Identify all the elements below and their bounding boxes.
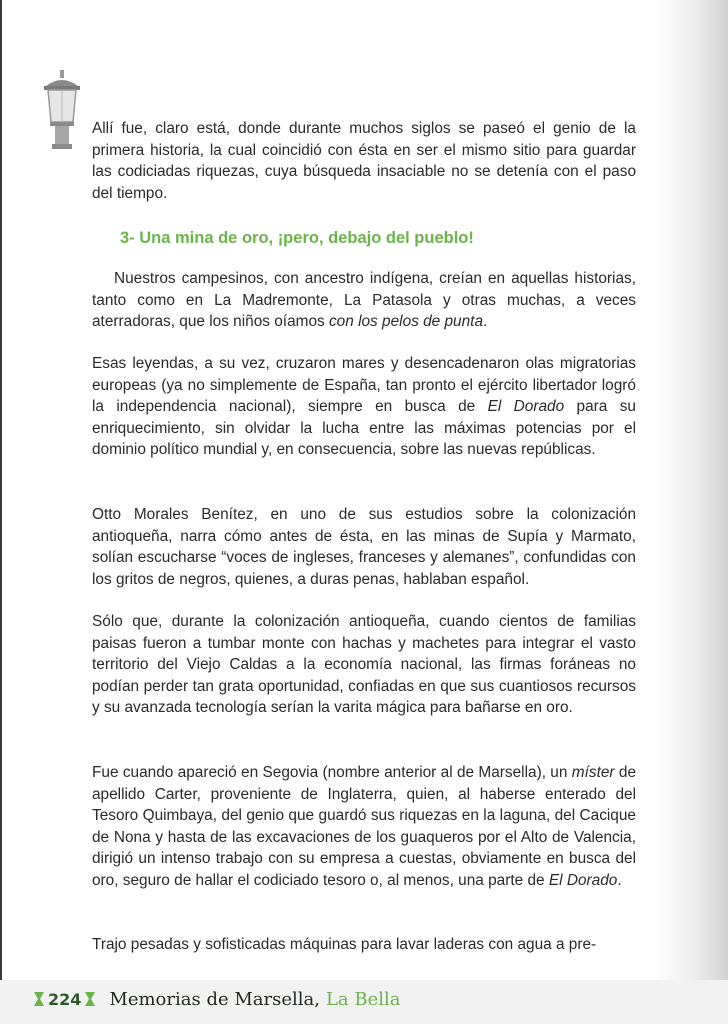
book-title: Memorias de Marsella,: [109, 988, 320, 1010]
paragraph-5: Sólo que, durante la colonización antioqueña, cuando cientos de familias paisas fueron a tumbar monte con hachas y machetes para integrar el vasto territorio del Viejo Caldas a la economía nacional, las firmas foráneas no podían perder tan grata oportunidad, confiadas en que sus cuantiosos recursos y su avanzada tecnología serían la varita mágica para bañarse en oro.: [92, 613, 636, 717]
page-number: 224: [48, 989, 82, 1009]
paragraph-7: Trajo pesadas y sofisticadas máquinas para lavar laderas con agua a pre-: [92, 936, 597, 953]
paragraph-6: Fue cuando apareció en Segovia (nombre anterior al de Marsella), un míster de apellido Carter, proveniente de Inglaterra, quien, al haberse enterado del Tesoro Quimbaya, del genio que guardó sus riquezas en la laguna, del Cacique de Nona y hasta de las excavaciones de los guaqueros por el Alto de Valencia, dirigió un intenso trabajo con su empresa a cuestas, obviamente en busca del oro, seguro de hallar el codiciado tesoro o, al menos, una parte de El Dorado.: [92, 764, 637, 889]
page-left-border: [0, 0, 2, 1024]
page-footer: [34, 986, 401, 1012]
street-lamp-icon: [40, 70, 84, 150]
page-edge-shadow: [654, 0, 728, 1024]
section-heading: 3- Una mina de oro, ¡pero, debajo del pueblo!: [120, 229, 474, 247]
paragraph-4: Otto Morales Benítez, en uno de sus estudios sobre la colonización antioqueña, narra cómo antes de ésta, en las minas de Supía y Marmato, solían escucharse “voces de ingleses, franceses y alemanes”, confundidas con los gritos de negros, quienes, a duras penas, hablaban español.: [92, 506, 636, 588]
paragraph-3: Esas leyendas, a su vez, cruzaron mares y desencadenaron olas migratorias europeas (ya no simplemente de España, tan pronto el ejército libertador logró la independencia nacional), siempre en busca de El Dorado para su enriquecimiento, sin olvidar la lucha entre las máximas potencias por el dominio político mundial y, en consecuencia, sobre las nuevas repúblicas.: [92, 355, 636, 459]
hourglass-ornament-icon: [34, 992, 44, 1006]
hourglass-ornament-icon: [85, 992, 95, 1006]
paragraph-1: Allí fue, claro está, donde durante muchos siglos se paseó el genio de la primera historia, la cual coincidió con ésta en ser el mismo sitio para guardar las codiciadas riquezas, cuya búsqueda insaciable no se detenía con el paso del tiempo.: [92, 120, 636, 202]
book-subtitle: La Bella: [325, 988, 401, 1010]
paragraph-2: Nuestros campesinos, con ancestro indígena, creían en aquellas historias, tanto como en La Madremonte, La Patasola y otras muchas, a veces aterradoras, que los niños oíamos con los pelos de punta.: [92, 270, 636, 331]
